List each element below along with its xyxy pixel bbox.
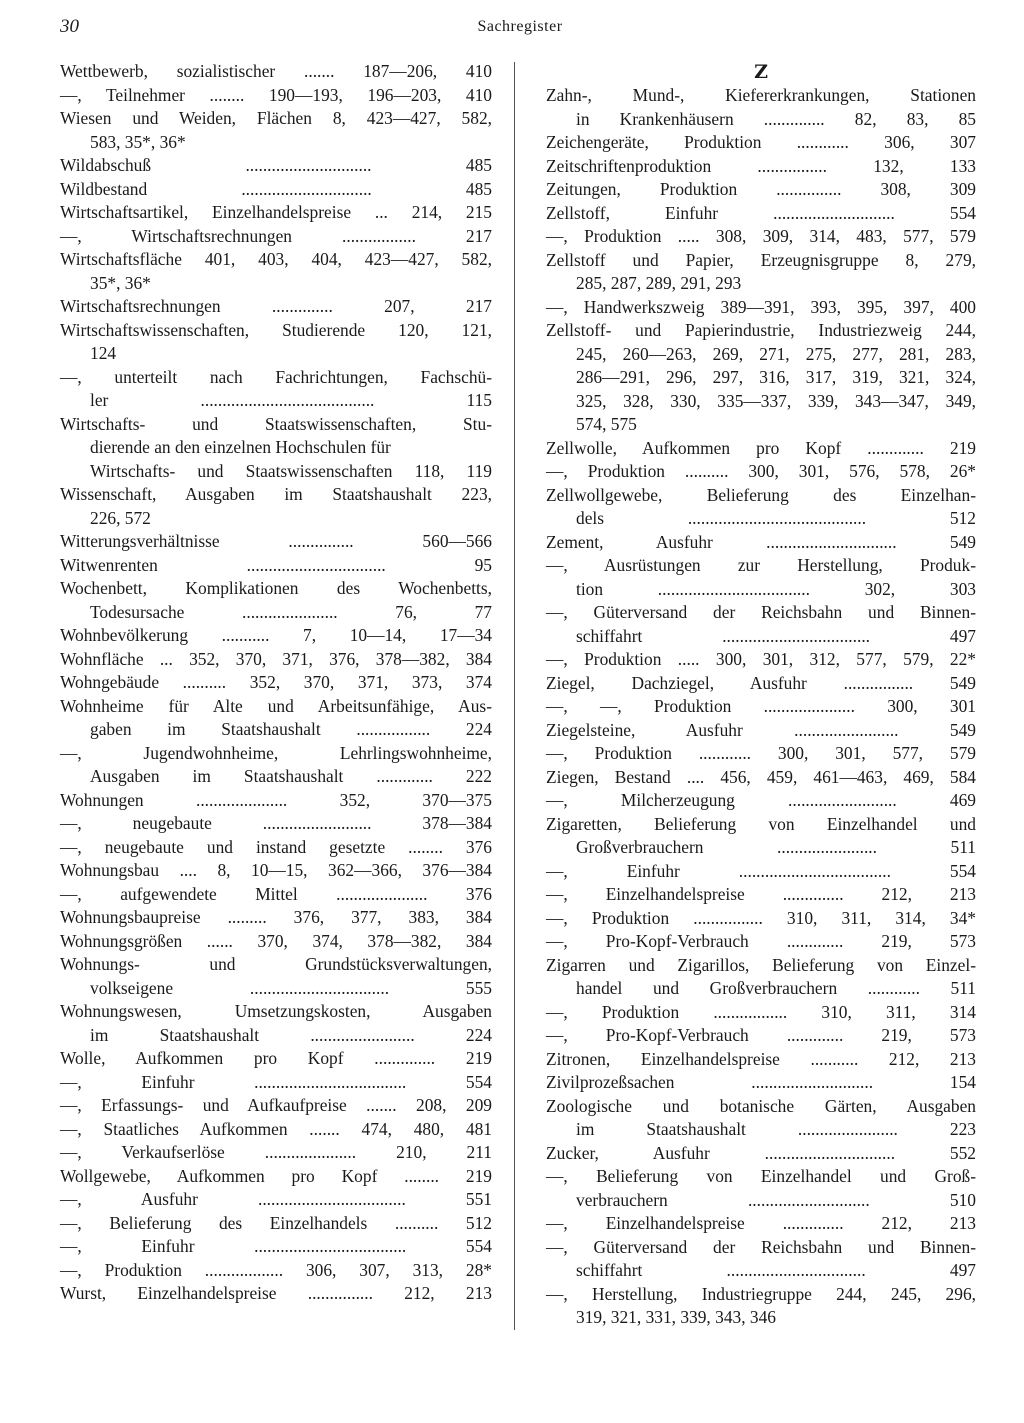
index-entry: Wirtschafts- und Staatswissenschaften 118, 119 xyxy=(90,460,492,481)
index-entry: —, Erfassungs- und Aufkaufpreise ....... 208, 209 xyxy=(60,1095,492,1115)
index-entry: —, Milcherzeugung ......................... 469 xyxy=(546,790,976,810)
index-entry: Wohnungen ..................... 352, 370—375 xyxy=(60,789,492,810)
index-entry: —, Verkaufserlöse ..................... 210, 211 xyxy=(60,1142,492,1162)
index-entry: —, Produktion ............ 300, 301, 577, 579 xyxy=(546,743,976,763)
index-entry: Wohnungsbaupreise ......... 376, 377, 383, 384 xyxy=(60,907,492,927)
index-entry: —, neugebaute und instand gesetzte ........ 376 xyxy=(60,836,492,857)
index-entry: Wurst, Einzelhandelspreise ............... 212, 213 xyxy=(60,1283,492,1303)
index-entry: —, unterteilt nach Fachrichtungen, Fachschü- xyxy=(60,366,492,387)
index-entry: —, —, Produktion ..................... 300, 301 xyxy=(546,696,976,716)
index-entry: —, neugebaute ......................... 378—384 xyxy=(60,813,492,833)
index-entry-continuation: 583, 35*, 36* xyxy=(90,131,186,152)
index-entry: Wohnungsgrößen ...... 370, 374, 378—382, 384 xyxy=(60,930,492,951)
index-entry: —, Einfuhr ................................... 554 xyxy=(60,1071,492,1092)
index-entry: Wirtschaftsrechnungen .............. 207, 217 xyxy=(60,296,492,316)
index-entry: Witterungsverhältnisse ............... 560—566 xyxy=(60,531,492,551)
index-entry: —, Herstellung, Industriegruppe 244, 245, 296, xyxy=(546,1283,976,1304)
index-entry: —, Produktion ..... 308, 309, 314, 483, 577, 579 xyxy=(546,226,976,246)
running-title: Sachregister xyxy=(477,18,563,35)
index-entry-continuation: volkseigene ................................ 555 xyxy=(90,977,492,998)
index-entry: —, Produktion ..... 300, 301, 312, 577, 579, 22* xyxy=(546,649,976,669)
column-divider xyxy=(514,62,515,1330)
index-entry: Zellwollgewebe, Belieferung des Einzelhan- xyxy=(546,484,976,505)
index-entry: Zigaretten, Belieferung von Einzelhandel und xyxy=(546,813,976,834)
index-entry-continuation: schiffahrt ................................ 497 xyxy=(576,1260,976,1280)
index-entry-continuation: 245, 260—263, 269, 271, 275, 277, 281, 283, xyxy=(576,343,976,364)
index-entry: Zahn-, Mund-, Kiefererkrankungen, Stationen xyxy=(546,85,976,105)
index-entry: Wirtschaftswissenschaften, Studierende 120, 121, xyxy=(60,319,492,340)
index-entry-continuation: dels ......................................... 512 xyxy=(576,508,976,528)
index-entry: Zellstoff, Einfuhr ............................ 554 xyxy=(546,202,976,223)
index-entry-continuation: Großverbrauchern ....................... 511 xyxy=(576,837,976,857)
index-entry: Zeitungen, Produktion ............... 308, 309 xyxy=(546,179,976,199)
index-entry: Wirtschaftsfläche 401, 403, 404, 423—427, 582, xyxy=(60,249,492,269)
index-entry-continuation: 35*, 36* xyxy=(90,272,151,293)
index-entry: —, Belieferung des Einzelhandels .......... 512 xyxy=(60,1212,492,1233)
index-entry: —, Jugendwohnheime, Lehrlingswohnheime, xyxy=(60,742,492,763)
index-entry: Zellstoff- und Papierindustrie, Industriezweig 244, xyxy=(546,320,976,340)
letter-heading: Z xyxy=(754,61,768,83)
index-entry: Zoologische und botanische Gärten, Ausgaben xyxy=(546,1095,976,1116)
index-entry: Wildbestand .............................. 485 xyxy=(60,178,492,199)
index-entry: Ziegel, Dachziegel, Ausfuhr ................ 549 xyxy=(546,672,976,693)
index-entry: Zement, Ausfuhr .............................. 549 xyxy=(546,531,976,552)
index-entry-continuation: im Staatshaushalt ........................ 224 xyxy=(90,1024,492,1045)
index-entry-continuation: 286—291, 296, 297, 316, 317, 319, 321, 324, xyxy=(576,367,976,387)
index-entry: Wohnbevölkerung ........... 7, 10—14, 17—34 xyxy=(60,625,492,645)
index-entry-continuation: 325, 328, 330, 335—337, 339, 343—347, 349, xyxy=(576,390,976,411)
index-entry: Wildabschuß ............................. 485 xyxy=(60,155,492,175)
index-entry: Zellwolle, Aufkommen pro Kopf ............. 219 xyxy=(546,437,976,458)
index-entry-continuation: 574, 575 xyxy=(576,414,637,434)
index-entry-continuation: Todesursache ...................... 76, 77 xyxy=(90,601,492,622)
index-entry-continuation: gaben im Staatshaushalt ................. 224 xyxy=(90,719,492,739)
index-entry: —, Einzelhandelspreise .............. 212, 213 xyxy=(546,884,976,904)
index-entry: Zucker, Ausfuhr .............................. 552 xyxy=(546,1142,976,1163)
index-entry: —, Einfuhr ................................... 554 xyxy=(546,860,976,881)
index-entry-continuation: verbrauchern ............................ 510 xyxy=(576,1189,976,1210)
index-entry-continuation: handel und Großverbrauchern ............ 511 xyxy=(576,978,976,998)
index-entry: —, Güterversand der Reichsbahn und Binnen- xyxy=(546,602,976,622)
index-entry: —, Einfuhr ................................... 554 xyxy=(60,1236,492,1256)
index-entry: Wohnungs- und Grundstücksverwaltungen, xyxy=(60,954,492,974)
index-entry: Wirtschafts- und Staatswissenschaften, Stu- xyxy=(60,413,492,434)
index-entry-continuation: ler ........................................ 115 xyxy=(90,390,492,410)
index-entry-continuation: 226, 572 xyxy=(90,507,151,528)
index-entry: Wiesen und Weiden, Flächen 8, 423—427, 582, xyxy=(60,108,492,128)
index-entry: Zeitschriftenproduktion ................ 132, 133 xyxy=(546,155,976,176)
index-entry-continuation: in Krankenhäusern .............. 82, 83, 85 xyxy=(576,108,976,129)
index-column-right xyxy=(546,60,976,1330)
index-entry: Wettbewerb, sozialistischer ....... 187—206, 410 xyxy=(60,61,492,81)
index-entry: Wohngebäude .......... 352, 370, 371, 373, 374 xyxy=(60,672,492,692)
index-entry: —, Ausfuhr .................................. 551 xyxy=(60,1189,492,1209)
index-entry: —, Handwerkszweig 389—391, 393, 395, 397, 400 xyxy=(546,296,976,317)
index-entry: Wohnungswesen, Umsetzungskosten, Ausgaben xyxy=(60,1001,492,1021)
index-entry: Wolle, Aufkommen pro Kopf .............. 219 xyxy=(60,1048,492,1068)
index-entry-continuation: 285, 287, 289, 291, 293 xyxy=(576,273,742,293)
index-entry: Zigarren und Zigarillos, Belieferung von Einzel- xyxy=(546,954,976,975)
index-entry: Zivilprozeßsachen ............................ 154 xyxy=(546,1072,976,1092)
index-entry: Ziegen, Bestand .... 456, 459, 461—463, 469, 584 xyxy=(546,766,976,787)
index-entry-continuation: 319, 321, 331, 339, 343, 346 xyxy=(576,1307,776,1327)
index-entry: —, Belieferung von Einzelhandel und Groß- xyxy=(546,1166,976,1186)
index-entry: Wirtschaftsartikel, Einzelhandelspreise ... 214, 215 xyxy=(60,202,492,222)
index-entry-continuation: Ausgaben im Staatshaushalt ............. 222 xyxy=(90,766,492,786)
index-entry-continuation: im Staatshaushalt ....................... 223 xyxy=(576,1119,976,1139)
index-entries xyxy=(546,84,976,1330)
index-entry: —, Einzelhandelspreise .............. 212, 213 xyxy=(546,1213,976,1233)
index-entry: —, Staatliches Aufkommen ....... 474, 480, 481 xyxy=(60,1118,492,1139)
index-entry: —, Pro-Kopf-Verbrauch ............. 219, 573 xyxy=(546,931,976,951)
index-entry: —, Pro-Kopf-Verbrauch ............. 219, 573 xyxy=(546,1025,976,1045)
index-entry: Zellstoff und Papier, Erzeugnisgruppe 8, 279, xyxy=(546,249,976,270)
index-entry: Wochenbett, Komplikationen des Wochenbetts, xyxy=(60,578,492,598)
index-entry: —, Produktion ................ 310, 311, 314, 34* xyxy=(546,907,976,928)
index-entry: Wohnungsbau .... 8, 10—15, 362—366, 376—384 xyxy=(60,860,492,880)
index-entry-continuation: dierende an den einzelnen Hochschulen für xyxy=(90,437,391,457)
index-entry: Witwenrenten ................................ 95 xyxy=(60,554,492,575)
index-entry-continuation: schiffahrt .................................. 497 xyxy=(576,625,976,646)
index-entry: —, aufgewendete Mittel ..................... 376 xyxy=(60,883,492,904)
index-entry: Wissenschaft, Ausgaben im Staatshaushalt 223, xyxy=(60,484,492,504)
index-entry: —, Teilnehmer ........ 190—193, 196—203, 410 xyxy=(60,84,492,105)
index-entry: Wohnfläche ... 352, 370, 371, 376, 378—382, 384 xyxy=(60,648,492,669)
index-entry: Wollgewebe, Aufkommen pro Kopf ........ 219 xyxy=(60,1165,492,1186)
index-entry: —, Güterversand der Reichsbahn und Binnen- xyxy=(546,1236,976,1257)
index-entry: Zitronen, Einzelhandelspreise ........... 212, 213 xyxy=(546,1048,976,1069)
index-entry: —, Wirtschaftsrechnungen ................. 217 xyxy=(60,225,492,246)
index-entry: —, Produktion .................. 306, 307, 313, 28* xyxy=(60,1259,492,1280)
index-entry: Ziegelsteine, Ausfuhr ........................ 549 xyxy=(546,719,976,740)
index-entry-continuation: 124 xyxy=(90,343,117,363)
index-entry: —, Ausrüstungen zur Herstellung, Produk- xyxy=(546,555,976,575)
page-number: 30 xyxy=(60,16,79,37)
index-column-left xyxy=(60,60,492,1306)
index-entry: —, Produktion .......... 300, 301, 576, 578, 26* xyxy=(546,461,976,481)
page-header xyxy=(60,14,980,46)
index-entry: Wohnheime für Alte und Arbeitsunfähige, Aus- xyxy=(60,695,492,716)
index-entry: Zeichengeräte, Produktion ............ 306, 307 xyxy=(546,132,976,152)
index-entry: —, Produktion ................. 310, 311, 314 xyxy=(546,1001,976,1022)
index-entry-continuation: tion ................................... 302, 303 xyxy=(576,578,976,599)
